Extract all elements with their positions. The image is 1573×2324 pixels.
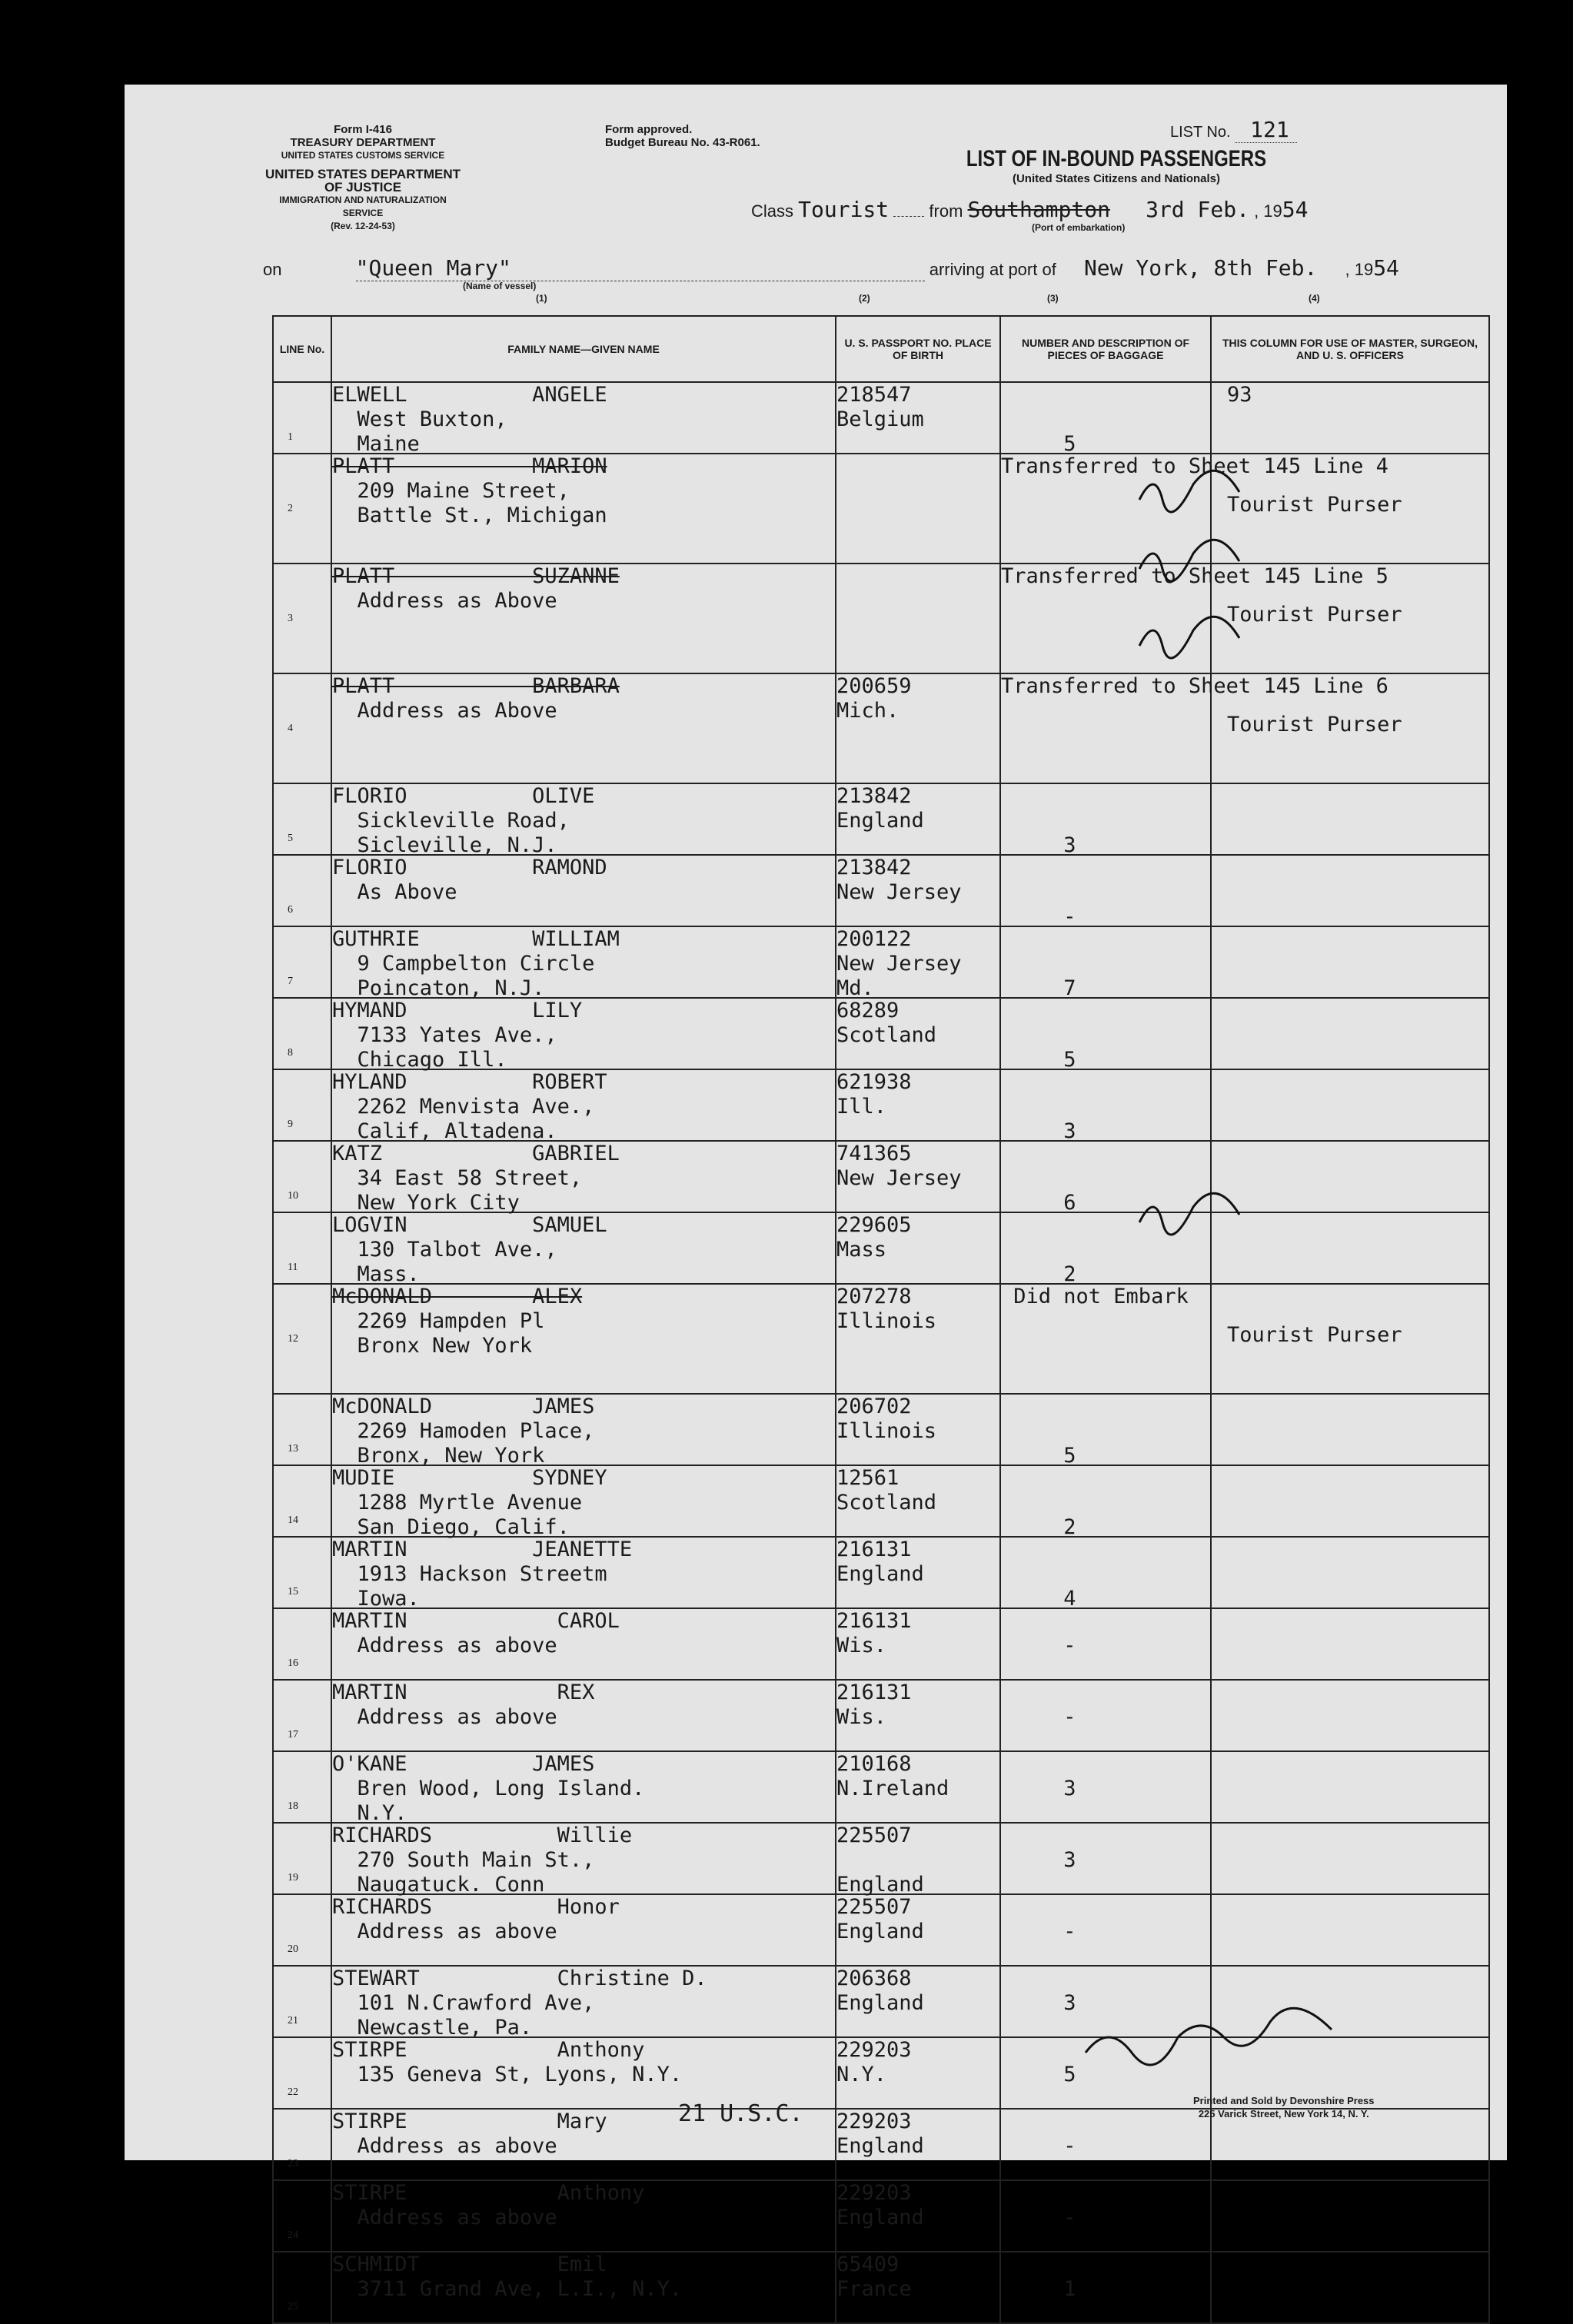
- form-revision: (Rev. 12-24-53): [331, 221, 395, 231]
- name-cell-text: LOGVIN SAMUEL 130 Talbot Ave., Mass.: [332, 1213, 607, 1286]
- passport-cell-text: 213842 England: [836, 784, 924, 833]
- col-num-2: (2): [859, 293, 870, 304]
- from-label: from: [929, 201, 963, 221]
- line-cell-box: [274, 2253, 331, 2322]
- struck-name: PLATT SUZANNE: [332, 564, 620, 588]
- baggage-cell-text: Did not Embark: [1001, 1285, 1189, 1308]
- class-label: Class: [751, 201, 794, 221]
- struck-name: PLATT MARION: [332, 454, 607, 478]
- struck-name: PLATT BARBARA: [332, 674, 620, 698]
- line-number: 23: [288, 2158, 298, 2169]
- col-baggage: NUMBER AND DESCRIPTION OF PIECES OF BAGGAGE: [1000, 316, 1211, 382]
- subtitle: (United States Citizens and Nationals): [1012, 172, 1221, 185]
- line-number: 8: [288, 1047, 293, 1059]
- arriving-label: arriving at port of: [929, 260, 1056, 279]
- year-prefix: , 19: [1254, 201, 1282, 221]
- name-cell-text: McDONALD JAMES 2269 Hamoden Place, Bronx, New York: [332, 1395, 595, 1468]
- officer-cell-text: Tourist Purser: [1227, 713, 1402, 736]
- line-number: 2: [288, 503, 293, 514]
- struck-name: McDONALD ALEX: [332, 1285, 583, 1308]
- line-number: 3: [288, 613, 293, 624]
- name-cell-text: O'KANE JAMES Bren Wood, Long Island. N.Y.: [332, 1752, 645, 1825]
- form-number: Form I-416: [334, 123, 392, 136]
- arriving-value: New York, 8th Feb.: [1083, 255, 1318, 281]
- signature-mark: [1139, 1193, 1239, 1235]
- line-number: 22: [288, 2086, 298, 2098]
- passport-cell-text: 225507 England: [836, 1824, 924, 1897]
- passport-cell-text: 225507 England: [836, 1895, 924, 1943]
- line-number: 15: [288, 1586, 298, 1598]
- table-row: [273, 2180, 1489, 2252]
- col-officers: THIS COLUMN FOR USE OF MASTER, SURGEON, AND U. S. OFFICERS: [1211, 316, 1489, 382]
- dept-treasury: TREASURY DEPARTMENT: [290, 136, 436, 149]
- baggage-cell-text: 3: [1063, 1119, 1076, 1143]
- col-num-3: (3): [1047, 293, 1059, 304]
- officer-cell-text: [1212, 2181, 1488, 2251]
- footer-usc: 21 U.S.C.: [678, 2100, 803, 2127]
- passport-cell: [836, 2180, 1000, 2252]
- on-label: on: [263, 260, 282, 279]
- line-number: 21: [288, 2015, 298, 2026]
- passport-cell-text: 213842 New Jersey: [836, 856, 962, 904]
- dept-ins: IMMIGRATION AND NATURALIZATION SERVICE: [279, 194, 447, 218]
- baggage-cell-text: 7: [1063, 976, 1076, 1000]
- title: LIST OF IN-BOUND PASSENGERS: [966, 146, 1267, 171]
- dept-customs: UNITED STATES CUSTOMS SERVICE: [281, 150, 445, 161]
- signature-mark: [1139, 540, 1239, 581]
- name-cell-text: McDONALD ALEX 2269 Hampden Pl Bronx New York: [332, 1285, 583, 1358]
- baggage-cell-text: 5: [1063, 1444, 1076, 1468]
- baggage-cell-text: -: [1063, 2134, 1076, 2158]
- line-number: 7: [288, 976, 293, 987]
- baggage-cell-text: -: [1063, 1634, 1076, 1657]
- passport-cell-text: 65409 France: [836, 2253, 912, 2301]
- list-label: LIST No.: [1170, 124, 1231, 141]
- baggage-cell: [1000, 2180, 1211, 2252]
- from-date: 3rd Feb.: [1146, 197, 1249, 222]
- line-number: 10: [288, 1190, 298, 1202]
- passport-cell-text: 206368 England: [836, 1967, 924, 2015]
- year-prefix-2: , 19: [1345, 260, 1374, 279]
- col-name: FAMILY NAME—GIVEN NAME: [331, 316, 836, 382]
- line-number: 6: [288, 904, 293, 916]
- baggage-cell-text: Transferred to Sheet 145 Line 6: [1001, 674, 1388, 698]
- signature-mark: [1139, 617, 1239, 658]
- line-number: 9: [288, 1119, 293, 1130]
- baggage-cell-text: 3: [1063, 833, 1076, 857]
- name-cell-text: MARTIN JEANETTE 1913 Hackson Streetm Iowa.: [332, 1538, 633, 1611]
- handwritten-marks: [125, 85, 1507, 2160]
- name-cell-text: STIRPE Anthony 135 Geneva St, Lyons, N.Y.: [332, 2038, 683, 2086]
- line-number: 5: [288, 833, 293, 844]
- year-2: 54: [1373, 255, 1399, 281]
- line-number: 14: [288, 1514, 298, 1526]
- table-row: [273, 2252, 1489, 2323]
- line-number: 17: [288, 1729, 298, 1741]
- name-cell-text: PLATT MARION 209 Maine Street, Battle St., Michigan: [332, 454, 607, 527]
- baggage-cell-text: -: [1063, 905, 1076, 929]
- name-cell-text: HYMAND LILY 7133 Yates Ave., Chicago Ill.: [332, 999, 583, 1072]
- budget-bureau: Budget Bureau No. 43-R061.: [605, 136, 760, 149]
- baggage-cell-text: 5: [1063, 432, 1076, 456]
- line-number: 13: [288, 1443, 298, 1455]
- line-number: 11: [288, 1262, 298, 1273]
- name-cell-text: HYLAND ROBERT 2262 Menvista Ave., Calif, Altadena.: [332, 1070, 607, 1143]
- vessel-name: "Queen Mary": [356, 255, 925, 281]
- passport-cell-text: 216131 Wis.: [836, 1681, 912, 1729]
- baggage-cell-text: -: [1063, 2206, 1076, 2229]
- line-number: 25: [288, 2301, 298, 2312]
- passport-cell-text: 68289 Scotland: [836, 999, 937, 1047]
- name-cell-text: RICHARDS Willie 270 South Main St., Naugatuck. Conn: [332, 1824, 633, 1897]
- baggage-cell-text: 2: [1063, 1262, 1076, 1286]
- col-num-1: (1): [536, 293, 547, 304]
- baggage-cell-text: Transferred to Sheet 145 Line 5: [1001, 564, 1388, 588]
- name-cell-text: FLORIO OLIVE Sickleville Road, Sicleville, N.J.: [332, 784, 595, 857]
- baggage-cell-text: 6: [1063, 1191, 1076, 1215]
- officer-cell: [1211, 2252, 1489, 2323]
- form-approved: Form approved.: [605, 123, 693, 136]
- passport-cell-text: 229203 England: [836, 2181, 924, 2229]
- printer-line-1: Printed and Sold by Devonshire Press: [1193, 2095, 1375, 2106]
- passport-cell-text: 12561 Scotland: [836, 1466, 937, 1514]
- baggage-cell-text: 5: [1063, 2063, 1076, 2086]
- name-cell-text: STIRPE Mary Address as above: [332, 2110, 607, 2158]
- baggage-cell-text: 3: [1063, 1848, 1076, 1872]
- name-cell-text: KATZ GABRIEL 34 East 58 Street, New York City: [332, 1142, 620, 1215]
- line-number: 12: [288, 1333, 298, 1345]
- printer-line-2: 225 Varick Street, New York 14, N. Y.: [1198, 2108, 1369, 2120]
- passport-cell-text: 229605 Mass: [836, 1213, 912, 1262]
- vessel-note: (Name of vessel): [463, 281, 537, 291]
- passport-cell-text: 229203 England: [836, 2110, 924, 2158]
- port-note: (Port of embarkation): [1032, 222, 1126, 233]
- name-cell-text: MARTIN CAROL Address as above: [332, 1609, 620, 1657]
- signature-mark: [1086, 2008, 1332, 2065]
- officer-cell: [1211, 2180, 1489, 2252]
- class-value: Tourist: [798, 197, 890, 222]
- name-cell-text: GUTHRIE WILLIAM 9 Campbelton Circle Poincaton, N.J.: [332, 927, 620, 1000]
- signature-mark: [1139, 470, 1239, 512]
- passport-cell: [836, 2252, 1000, 2323]
- line-cell: [273, 2252, 331, 2323]
- baggage-cell-text: 1: [1063, 2277, 1076, 2301]
- name-cell-text: SCHMIDT Emil 3711 Grand Ave, L.I., N.Y.: [332, 2253, 683, 2301]
- name-cell: [331, 2252, 836, 2323]
- passport-cell-text: 207278 Illinois: [836, 1285, 937, 1333]
- name-cell-text: MUDIE SYDNEY 1288 Myrtle Avenue San Diego, Calif.: [332, 1466, 607, 1539]
- baggage-cell-text: 3: [1063, 1991, 1076, 2015]
- line-number: 18: [288, 1800, 298, 1812]
- col-line: LINE No.: [273, 316, 331, 382]
- name-cell-text: PLATT BARBARA Address as Above: [332, 674, 620, 723]
- col-num-4: (4): [1309, 293, 1320, 304]
- passport-cell-text: 741365 New Jersey: [836, 1142, 962, 1190]
- line-number: 16: [288, 1657, 298, 1669]
- baggage-cell-text: -: [1063, 1705, 1076, 1729]
- list-value: 121: [1235, 117, 1297, 143]
- passport-cell-text: 216131 Wis.: [836, 1609, 912, 1657]
- baggage-cell-text: 4: [1063, 1587, 1076, 1611]
- name-cell-text: PLATT SUZANNE Address as Above: [332, 564, 620, 613]
- officer-cell-text: Tourist Purser: [1227, 1323, 1402, 1347]
- line-cell: [273, 2180, 331, 2252]
- name-cell-text: STIRPE Anthony Address as above: [332, 2181, 645, 2229]
- name-cell-text: ELWELL ANGELE West Buxton, Maine: [332, 383, 607, 456]
- col-passport: U. S. PASSPORT NO. PLACE OF BIRTH: [836, 316, 1000, 382]
- name-cell: [331, 2180, 836, 2252]
- officer-cell-text: Tourist Purser: [1227, 493, 1402, 517]
- line-number: 1: [288, 431, 293, 443]
- name-cell-text: FLORIO RAMOND As Above: [332, 856, 607, 904]
- passport-cell-text: 206702 Illinois: [836, 1395, 937, 1443]
- passport-cell-text: 216131 England: [836, 1538, 924, 1586]
- line-number: 20: [288, 1943, 298, 1955]
- passport-cell-text: 210168 N.Ireland: [836, 1752, 949, 1800]
- baggage-cell-text: 3: [1063, 1777, 1076, 1800]
- from-value: Southampton: [967, 197, 1110, 222]
- officer-cell-text: Tourist Purser: [1227, 603, 1402, 627]
- dept-justice: UNITED STATES DEPARTMENT OF JUSTICE: [264, 167, 461, 194]
- officer-cell-text: [1212, 2253, 1488, 2322]
- line-number: 19: [288, 1872, 298, 1883]
- line-number: 24: [288, 2229, 298, 2241]
- year-1: 54: [1282, 197, 1309, 222]
- line-number: 4: [288, 723, 293, 734]
- name-cell-text: RICHARDS Honor Address as above: [332, 1895, 620, 1943]
- line-cell-box: [274, 2181, 331, 2251]
- baggage-cell-text: Transferred to Sheet 145 Line 4: [1001, 454, 1388, 478]
- passport-cell-text: 621938 Ill.: [836, 1070, 912, 1119]
- baggage-cell-text: 5: [1063, 1048, 1076, 1072]
- baggage-cell: [1000, 2252, 1211, 2323]
- passport-cell-text: 200122 New Jersey Md.: [836, 927, 962, 1000]
- baggage-cell-text: -: [1063, 1920, 1076, 1943]
- passport-cell-text: 218547 Belgium: [836, 383, 924, 431]
- passport-cell-text: 200659 Mich.: [836, 674, 912, 723]
- manifest-sheet: [125, 85, 1507, 2312]
- name-cell-text: MARTIN REX Address as above: [332, 1681, 595, 1729]
- officer-cell-text: 93: [1227, 383, 1252, 407]
- baggage-cell-text: 2: [1063, 1515, 1076, 1539]
- passport-cell-text: 229203 N.Y.: [836, 2038, 912, 2086]
- name-cell-text: STEWART Christine D. 101 N.Crawford Ave, Newcastle, Pa.: [332, 1967, 707, 2040]
